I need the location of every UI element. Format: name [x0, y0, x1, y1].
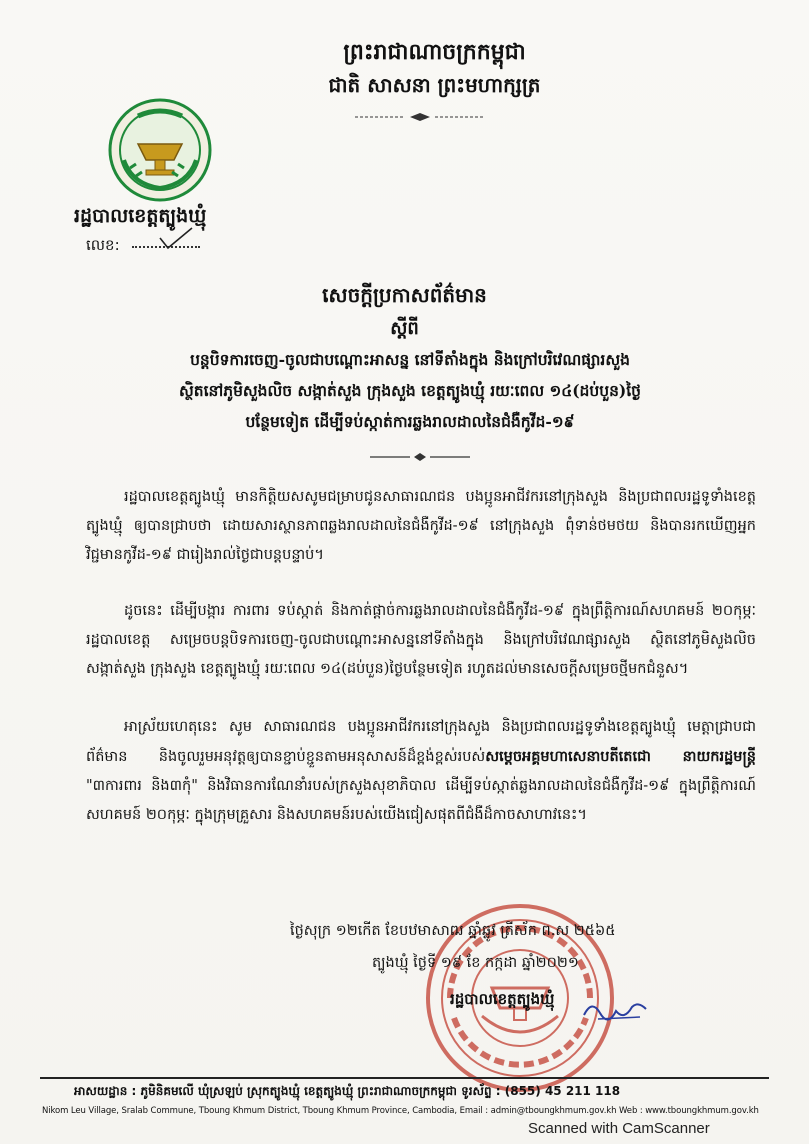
lunar-date: ថ្ងៃសុក្រ ១២កើត ខែបឋមាសាឍ ឆ្នាំឆ្លូវ ត្រីស័ក ព.ស ២៥៦៥ [290, 923, 616, 939]
document-subject [90, 344, 730, 437]
solar-date: ត្បូងឃ្មុំ ថ្ងៃទី ១៩ ខែ កក្កដា ឆ្នាំ២០២១ [372, 955, 579, 971]
subject-line: បន្តបិទការចេញ-ចូលជាបណ្តោះអាសន្ន នៅទីតាំងក្នុង និងក្រៅបរិវេណផ្សារសួង [190, 350, 630, 369]
body-paragraph-3: អាស្រ័យហេតុនេះ សូម សាធារណជន បងប្អូនអាជីវករនៅក្រុងសួង និងប្រជាពលរដ្ឋទូទាំងខេត្តត្បូងឃ្មុំ មេត្តាជ្រាបជាព័ត៌មាន និងចូលរួមអនុវត្តឲ្យបានខ្ជាប់ខ្ជួនតាមអនុសាសន៍ដ៏ខ្ពង់ខ្ពស់របស់សម្តេចអគ្គមហាសេនាបតីតេជោ នាយករដ្ឋមន្ត្រី "៣ការពារ និង៣កុំ" និងវិធានការណែនាំរបស់ក្រសួងសុខាភិបាល ដើម្បីទប់ស្កាត់ឆ្លងរាលដាលនៃជំងឺកូវីដ-១៩ ក្នុងព្រឹត្តិការណ៍សហគមន៍ ២០កុម្ភៈ ក្នុងក្រុមគ្រួសារ និងសហគមន៍របស់យើងជៀសផុតពីជំងឺដ៏កាចសាហាវនេះ។ [86, 719, 756, 823]
footer-divider [40, 1077, 769, 1079]
national-motto: ជាតិ សាសនា ព្រះមហាក្សត្រ [328, 73, 541, 97]
provincial-logo [108, 98, 212, 202]
footer-address-khmer: អាសយដ្ឋាន : ភូមិនិគមលើ ឃុំស្រឡប់ ស្រុកត្បូងឃ្មុំ ខេត្តត្បូងឃ្មុំ ព្រះរាជាណាចក្រកម្ពុជា ទូរស័ព្ទ : (855) 45 211 118 [74, 1084, 621, 1098]
subject-line: បន្ថែមទៀត ដើម្បីទប់ស្កាត់ការឆ្លងរាលដាលនៃជំងឺកូវីដ-១៩ [245, 412, 575, 431]
title-about: ស្តីពី [390, 318, 419, 339]
header-divider [355, 112, 485, 122]
signature [580, 995, 650, 1025]
subject-divider [370, 452, 470, 462]
kingdom-heading: ព្រះរាជាណាចក្រកម្ពុជា [343, 39, 526, 65]
issuer-name: រដ្ឋបាលខេត្តត្បូងឃ្មុំ [74, 205, 207, 227]
body-paragraph-2: ដូចនេះ ដើម្បីបង្ការ ការពារ ទប់ស្កាត់ និងកាត់ផ្តាច់ការឆ្លងរាលដាលនៃជំងឺកូវីដ-១៩ ក្នុងព្រឹត្តិការណ៍សហគមន៍ ២០កុម្ភៈ រដ្ឋបាលខេត្ត សម្រេចបន្តបិទការចេញ-ចូលជាបណ្តោះអាសន្ននៅទីតាំងក្នុង និងក្រៅបរិវេណផ្សារសួង ស្ថិតនៅភូមិសួងលិច សង្កាត់សួង ក្រុងសួង ខេត្តត្បូងឃ្មុំ រយៈពេល ១៤(ដប់បួន)ថ្ងៃបន្ថែមទៀត រហូតដល់មានសេចក្តីសម្រេចថ្មីមកជំនួស។ [86, 603, 756, 677]
reference-number-label: លេខ: [86, 236, 120, 254]
signer-name: រដ្ឋបាលខេត្តត្បូងឃ្មុំ [450, 990, 555, 1008]
subject-line: ស្ថិតនៅភូមិសួងលិច សង្កាត់សួង ក្រុងសួង ខេត្តត្បូងឃ្មុំ រយៈពេល ១៤(ដប់បួន)ថ្ងៃ [178, 381, 642, 400]
scanner-watermark: Scanned with CamScanner [528, 1120, 710, 1137]
check-mark-icon [158, 226, 194, 250]
body-paragraph-1: រដ្ឋបាលខេត្តត្បូងឃ្មុំ មានកិត្តិយសសូមជម្រាបជូនសាធារណជន បងប្អូនអាជីវករនៅក្រុងសួង និងប្រជាពលរដ្ឋទូទាំងខេត្តត្បូងឃ្មុំ ឲ្យបានជ្រាបថា ដោយសារស្ថានភាពឆ្លងរាលដាលនៃជំងឺកូវីដ-១៩ នៅក្រុងសួង ពុំទាន់ថមថយ និងបានរកឃើញអ្នកវិជ្ជមានកូវីដ-១៩ ជារៀងរាល់ថ្ងៃជាបន្តបន្ទាប់។ [86, 489, 756, 563]
document-title: សេចក្តីប្រកាសព័ត៌មាន [322, 283, 487, 307]
prime-minister-title: សម្តេចអគ្គមហាសេនាបតីតេជោ នាយករដ្ឋមន្ត្រី [485, 748, 756, 765]
footer-address-english: Nikom Leu Village, Sralab Commune, Tboung Khmum District, Tboung Khmum Province, Cambodia, Email : admin@tboungkhmum.gov.kh Web : www.tboungkhmum.gov.kh [42, 1106, 759, 1116]
